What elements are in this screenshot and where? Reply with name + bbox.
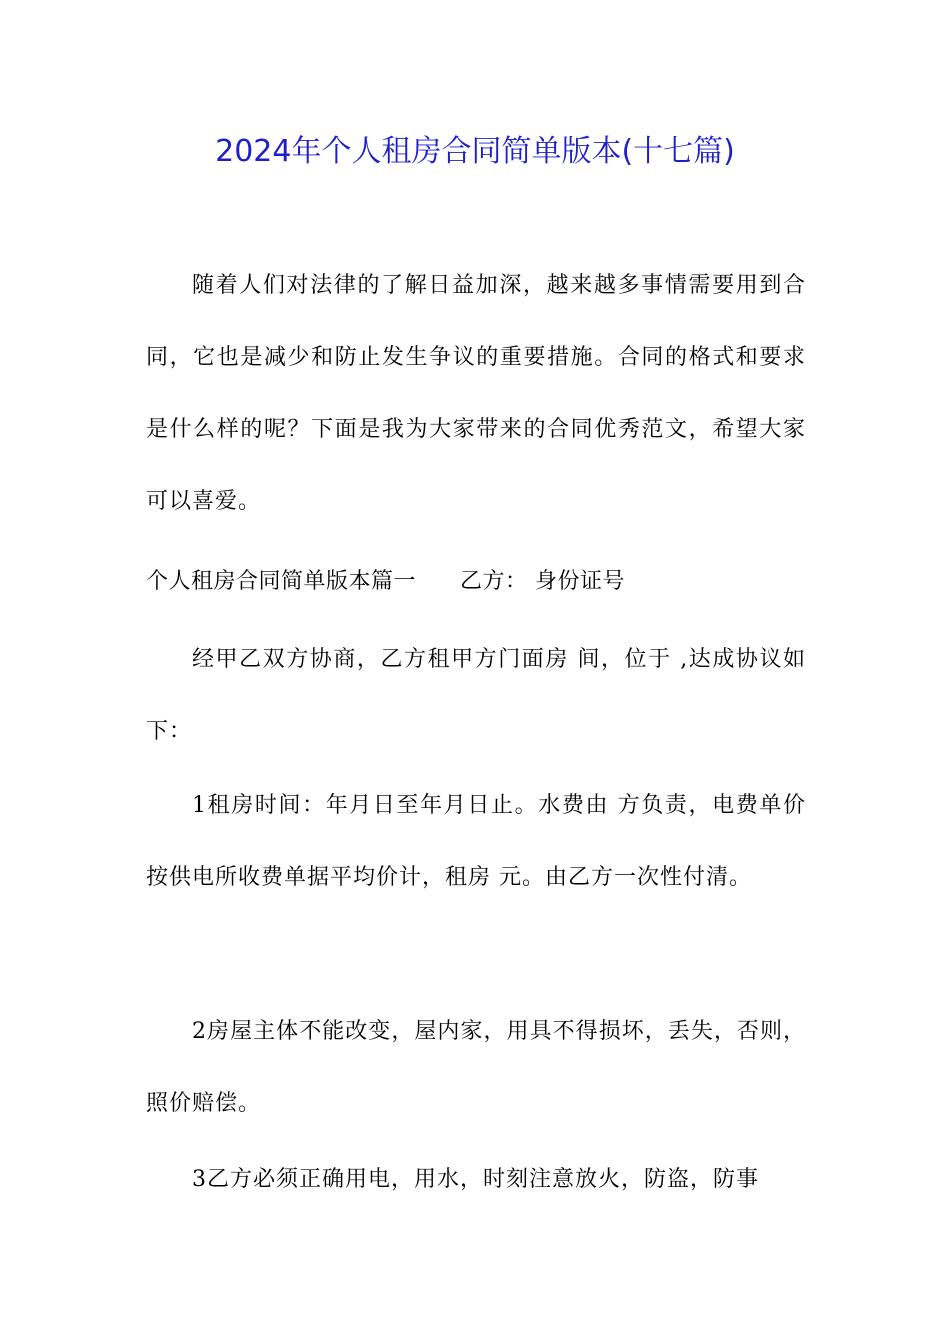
clause-2: 2房屋主体不能改变，屋内家，用具不得损坏，丢失，否则，照价赔偿。 xyxy=(146,1019,806,1116)
party-b-line: 乙方： 身份证号 xyxy=(460,569,626,594)
agreement-paragraph: 经甲乙双方协商，乙方租甲方门面房 间，位于 ,达成协议如下： xyxy=(146,647,806,744)
section-heading: 个人租房合同简单版本篇一 xyxy=(146,569,417,594)
clause-3: 3乙方必须正确用电，用水，时刻注意放火，防盗，防事 xyxy=(192,1167,759,1192)
section-heading-line xyxy=(146,546,806,618)
document-title: 2024年个人租房合同简单版本(十七篇) xyxy=(215,134,735,169)
clause-1: 1租房时间：年月日至年月日止。水费由 方负责，电费单价按供电所收费单据平均价计，租房 元。由乙方一次性付清。 xyxy=(146,793,806,890)
intro-paragraph: 随着人们对法律的了解日益加深，越来越多事情需要用到合同，它也是减少和防止发生争议的重要措施。合同的格式和要求是什么样的呢？下面是我为大家带来的合同优秀范文，希望大家可以喜爱。 xyxy=(146,273,806,514)
